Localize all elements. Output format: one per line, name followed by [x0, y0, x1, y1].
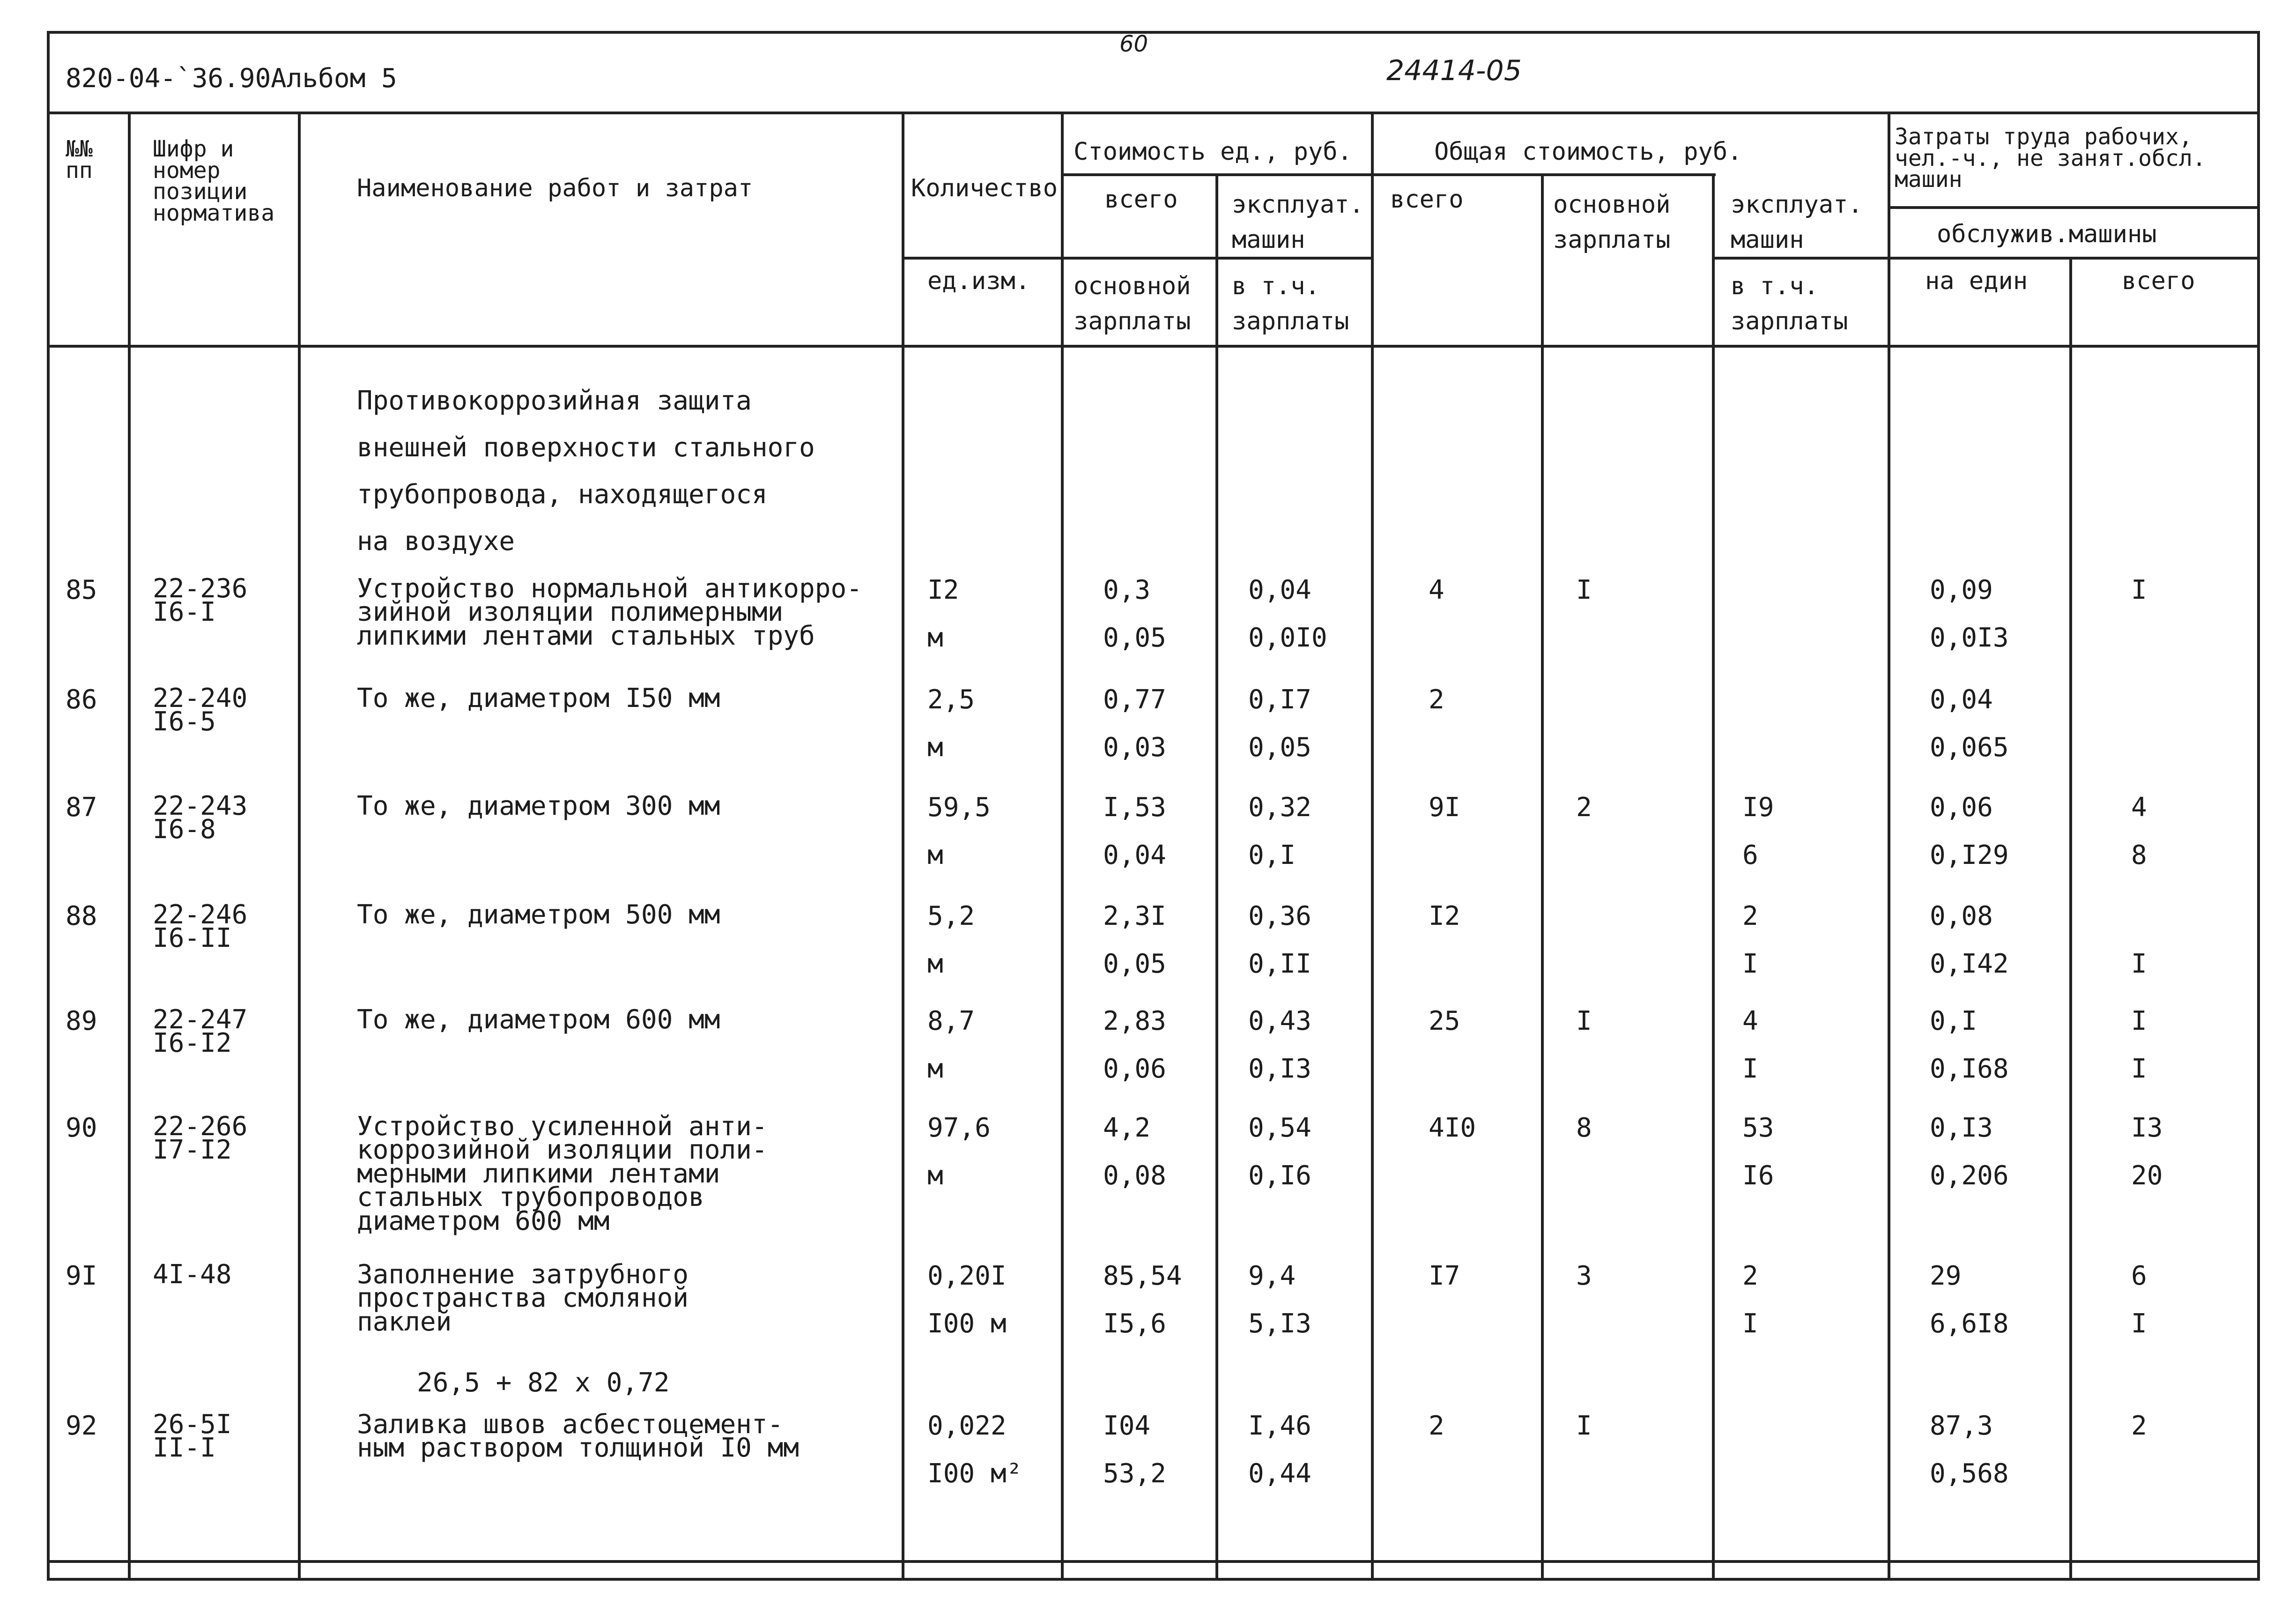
row-code: 22-247 I6-I2: [153, 1004, 248, 1059]
row-code: 22-240 I6-5: [153, 683, 248, 737]
row-unit-cost-total: 2,3I: [1103, 901, 1166, 931]
row-unit-cost-total: I04: [1103, 1411, 1151, 1441]
row-total-cost: 4I0: [1429, 1113, 1476, 1143]
sheet-id: 24414-05: [1386, 54, 1522, 87]
row-unit: м: [927, 1054, 943, 1084]
row-unit-cost-wage: 0,05: [1103, 623, 1166, 653]
row-unit-cost-machines: I,46: [1248, 1411, 1311, 1441]
col-line-8: [1712, 173, 1715, 1581]
col-line-7: [1541, 173, 1544, 1581]
row-total-machines-wage: I: [1742, 1054, 1758, 1084]
row-labor-service-total: 20: [2131, 1160, 2163, 1191]
row-total-machines-wage: I: [1742, 1309, 1758, 1339]
row-unit-cost-machines-wage: 0,I6: [1248, 1160, 1311, 1191]
row-labor-per-unit: 0,09: [1930, 575, 1993, 605]
row-number: 86: [66, 684, 97, 715]
col-line-10: [2069, 257, 2072, 1581]
row-labor-total: 2: [2131, 1411, 2147, 1441]
header-sub-rule-labor: [1890, 206, 2260, 209]
col-line-5: [1215, 173, 1218, 1581]
row-name: Заливка швов асбестоцемент- ным раствором толщиной I0 мм: [357, 1409, 800, 1464]
col-header-labor-per-unit: на един: [1925, 267, 2028, 295]
row-unit-cost-wage: 0,08: [1103, 1160, 1166, 1191]
row-unit-cost-total: 85,54: [1103, 1261, 1182, 1291]
col-header-qty: Количество: [911, 174, 1058, 202]
row-unit-cost-machines-wage: 0,I3: [1248, 1054, 1311, 1084]
row-labor-total: I: [2131, 575, 2147, 605]
col-header-uc-machines: эксплуат. машин: [1232, 191, 1364, 254]
row-qty: 8,7: [927, 1006, 975, 1036]
album-label: Альбом 5: [271, 63, 397, 94]
col-line-9: [1888, 112, 1890, 1581]
row-labor-service-total: I: [2131, 1309, 2147, 1339]
col-header-num: №№ пп: [66, 136, 93, 184]
col-header-labor-service: обслужив.машины: [1937, 220, 2157, 248]
col-line-1: [128, 112, 131, 1581]
row-unit-cost-wage: 0,04: [1103, 840, 1166, 870]
col-header-tc-total: всего: [1390, 186, 1464, 214]
row-total-machines: 53: [1742, 1113, 1774, 1143]
row-unit-cost-machines: 0,I7: [1248, 684, 1311, 715]
row-labor-per-unit: 0,04: [1930, 684, 1993, 715]
row-total-cost: 9I: [1429, 792, 1460, 823]
row-unit-cost-wage: 53,2: [1103, 1458, 1166, 1489]
row-labor-service-per-unit: 6,6I8: [1930, 1309, 2009, 1339]
row-number: 85: [66, 575, 97, 605]
row-total-machines: I9: [1742, 792, 1774, 823]
col-line-3: [902, 112, 904, 1581]
row-labor-total: 6: [2131, 1261, 2147, 1291]
row-number: 9I: [66, 1261, 97, 1291]
row-unit-cost-machines: 0,54: [1248, 1113, 1311, 1143]
col-header-name: Наименование работ и затрат: [357, 174, 753, 202]
row-total-wage: I: [1576, 575, 1592, 605]
row-unit-cost-machines-wage: 5,I3: [1248, 1309, 1311, 1339]
row-unit: I00 м: [927, 1309, 1007, 1339]
row-name: Устройство усиленной анти- коррозийной изоляции поли- мерными липкими лентами стальных трубопроводов диаметром 600 мм: [357, 1111, 768, 1236]
row-total-wage: I: [1576, 1411, 1592, 1441]
row-total-wage: I: [1576, 1006, 1592, 1036]
row-unit-cost-machines-wage: 0,II: [1248, 949, 1311, 979]
col-header-labor: Затраты труда рабочих, чел.-ч., не занят.обсл. машин: [1895, 124, 2206, 193]
page-number: 60: [1119, 31, 1148, 57]
doc-code: 820-04-`36.90: [66, 63, 271, 94]
col-line-2: [298, 112, 301, 1581]
row-unit-cost-wage: 0,03: [1103, 732, 1166, 763]
row-number: 92: [66, 1411, 97, 1441]
row-name: То же, диаметром 300 мм: [357, 791, 720, 821]
row-total-cost: I2: [1429, 901, 1460, 931]
col-header-tc-incl-wage: в т.ч. зарплаты: [1731, 272, 1848, 336]
row-unit-cost-total: 0,77: [1103, 684, 1166, 715]
row-total-wage: 8: [1576, 1113, 1592, 1143]
row-unit-cost-total: I,53: [1103, 792, 1166, 823]
row-labor-per-unit: 0,I3: [1930, 1113, 1993, 1143]
row-unit: м: [927, 732, 943, 763]
row-code: 22-243 I6-8: [153, 791, 248, 845]
row-total-cost: I7: [1429, 1261, 1460, 1291]
row-unit-cost-machines: 0,32: [1248, 792, 1311, 823]
row-labor-service-per-unit: 0,I68: [1930, 1054, 2009, 1084]
row-qty: I2: [927, 575, 959, 605]
row-total-machines-wage: I: [1742, 949, 1758, 979]
row-labor-service-total: I: [2131, 1054, 2147, 1084]
col-header-uc-total: всего: [1104, 186, 1178, 214]
row-unit-cost-machines-wage: 0,44: [1248, 1458, 1311, 1489]
row-labor-service-per-unit: 0,0I3: [1930, 623, 2009, 653]
col-header-tc-machines: эксплуат. машин: [1731, 191, 1863, 254]
row-qty: 2,5: [927, 684, 975, 715]
row-unit-cost-machines: 0,43: [1248, 1006, 1311, 1036]
row-unit: м: [927, 840, 943, 870]
row-unit-cost-wage: 0,06: [1103, 1054, 1166, 1084]
row-total-cost: 4: [1429, 575, 1444, 605]
row-unit-cost-wage: I5,6: [1103, 1309, 1166, 1339]
row-unit-cost-machines-wage: 0,05: [1248, 732, 1311, 763]
section-title: Противокоррозийная защита внешней поверхности стального трубопровода, находящегося на воздухе: [357, 386, 815, 557]
row-labor-per-unit: 0,08: [1930, 901, 1993, 931]
row-code: 22-266 I7-I2: [153, 1111, 248, 1166]
row-labor-service-per-unit: 0,I42: [1930, 949, 2009, 979]
row-unit-cost-total: 4,2: [1103, 1113, 1151, 1143]
row-number: 87: [66, 792, 97, 823]
row-labor-per-unit: 87,3: [1930, 1411, 1993, 1441]
row-total-wage: 2: [1576, 792, 1592, 823]
row-name: Заполнение затрубного пространства смоляной паклей: [357, 1259, 689, 1337]
row-total-machines: 2: [1742, 1261, 1758, 1291]
row-labor-service-per-unit: 0,I29: [1930, 840, 2009, 870]
row-qty: 0,022: [927, 1411, 1007, 1441]
col-header-uc-incl-wage: в т.ч. зарплаты: [1232, 272, 1349, 336]
row-unit-cost-machines: 9,4: [1248, 1261, 1296, 1291]
row-labor-total: I3: [2131, 1113, 2163, 1143]
table-bottom-rule: [47, 1560, 2260, 1563]
row-unit: м: [927, 1160, 943, 1191]
row-code: 26-5I II-I: [153, 1409, 232, 1464]
row-labor-service-total: 8: [2131, 840, 2147, 870]
row-unit: I00 м²: [927, 1458, 1022, 1489]
row-labor-per-unit: 0,06: [1930, 792, 1993, 823]
row-labor-service-per-unit: 0,568: [1930, 1458, 2009, 1489]
row-unit: м: [927, 623, 943, 653]
col-line-4: [1061, 112, 1064, 1581]
row-unit: м: [927, 949, 943, 979]
row-labor-total: 4: [2131, 792, 2147, 823]
row-unit-cost-wage: 0,05: [1103, 949, 1166, 979]
row-labor-total: I: [2131, 1006, 2147, 1036]
row-number: 90: [66, 1113, 97, 1143]
row-labor-per-unit: 0,I: [1930, 1006, 1978, 1036]
row-total-machines-wage: I6: [1742, 1160, 1774, 1191]
row-labor-service-per-unit: 0,206: [1930, 1160, 2009, 1191]
row-total-wage: 3: [1576, 1261, 1592, 1291]
row-formula: 26,5 + 82 х 0,72: [417, 1368, 670, 1398]
col-header-labor-total: всего: [2122, 267, 2195, 295]
row-name: То же, диаметром I50 мм: [357, 683, 720, 714]
col-header-uc-basic-wage: основной зарплаты: [1074, 272, 1191, 336]
row-unit-cost-machines: 0,04: [1248, 575, 1311, 605]
row-number: 88: [66, 901, 97, 931]
col-header-code: Шифр и номер позиции норматива: [153, 136, 275, 226]
row-code: 22-236 I6-I: [153, 573, 248, 628]
row-qty: 59,5: [927, 792, 991, 823]
row-labor-per-unit: 29: [1930, 1261, 1962, 1291]
row-total-cost: 2: [1429, 1411, 1444, 1441]
row-labor-service-per-unit: 0,065: [1930, 732, 2009, 763]
header-top-rule: [47, 112, 2260, 114]
row-unit-cost-total: 0,3: [1103, 575, 1151, 605]
row-name: То же, диаметром 500 мм: [357, 900, 720, 930]
col-line-6: [1371, 112, 1374, 1581]
row-total-machines: 2: [1742, 901, 1758, 931]
row-total-cost: 2: [1429, 684, 1444, 715]
header-bottom-rule: [47, 345, 2260, 348]
row-unit-cost-machines: 0,36: [1248, 901, 1311, 931]
row-total-machines: 4: [1742, 1006, 1758, 1036]
col-header-tc-basic-wage: основной зарплаты: [1553, 191, 1671, 254]
col-header-total-cost: Общая стоимость, руб.: [1434, 138, 1742, 166]
row-labor-service-total: I: [2131, 949, 2147, 979]
row-total-machines-wage: 6: [1742, 840, 1758, 870]
col-header-unit: ед.изм.: [927, 267, 1030, 295]
row-name: То же, диаметром 600 мм: [357, 1004, 720, 1035]
row-total-cost: 25: [1429, 1006, 1460, 1036]
row-number: 89: [66, 1006, 97, 1036]
row-unit-cost-machines-wage: 0,I: [1248, 840, 1296, 870]
row-code: 22-246 I6-II: [153, 900, 248, 954]
header-sub-rule-unit-cost: [1061, 173, 1716, 176]
row-qty: 0,20I: [927, 1261, 1007, 1291]
row-code: 4I-48: [153, 1259, 232, 1290]
row-unit-cost-total: 2,83: [1103, 1006, 1166, 1036]
col-header-unit-cost: Стоимость ед., руб.: [1074, 138, 1352, 166]
row-qty: 97,6: [927, 1113, 991, 1143]
row-unit-cost-machines-wage: 0,0I0: [1248, 623, 1327, 653]
row-name: Устройство нормальной антикорро- зийной изоляции полимерными липкими лентами стальных труб: [357, 573, 862, 651]
row-qty: 5,2: [927, 901, 975, 931]
